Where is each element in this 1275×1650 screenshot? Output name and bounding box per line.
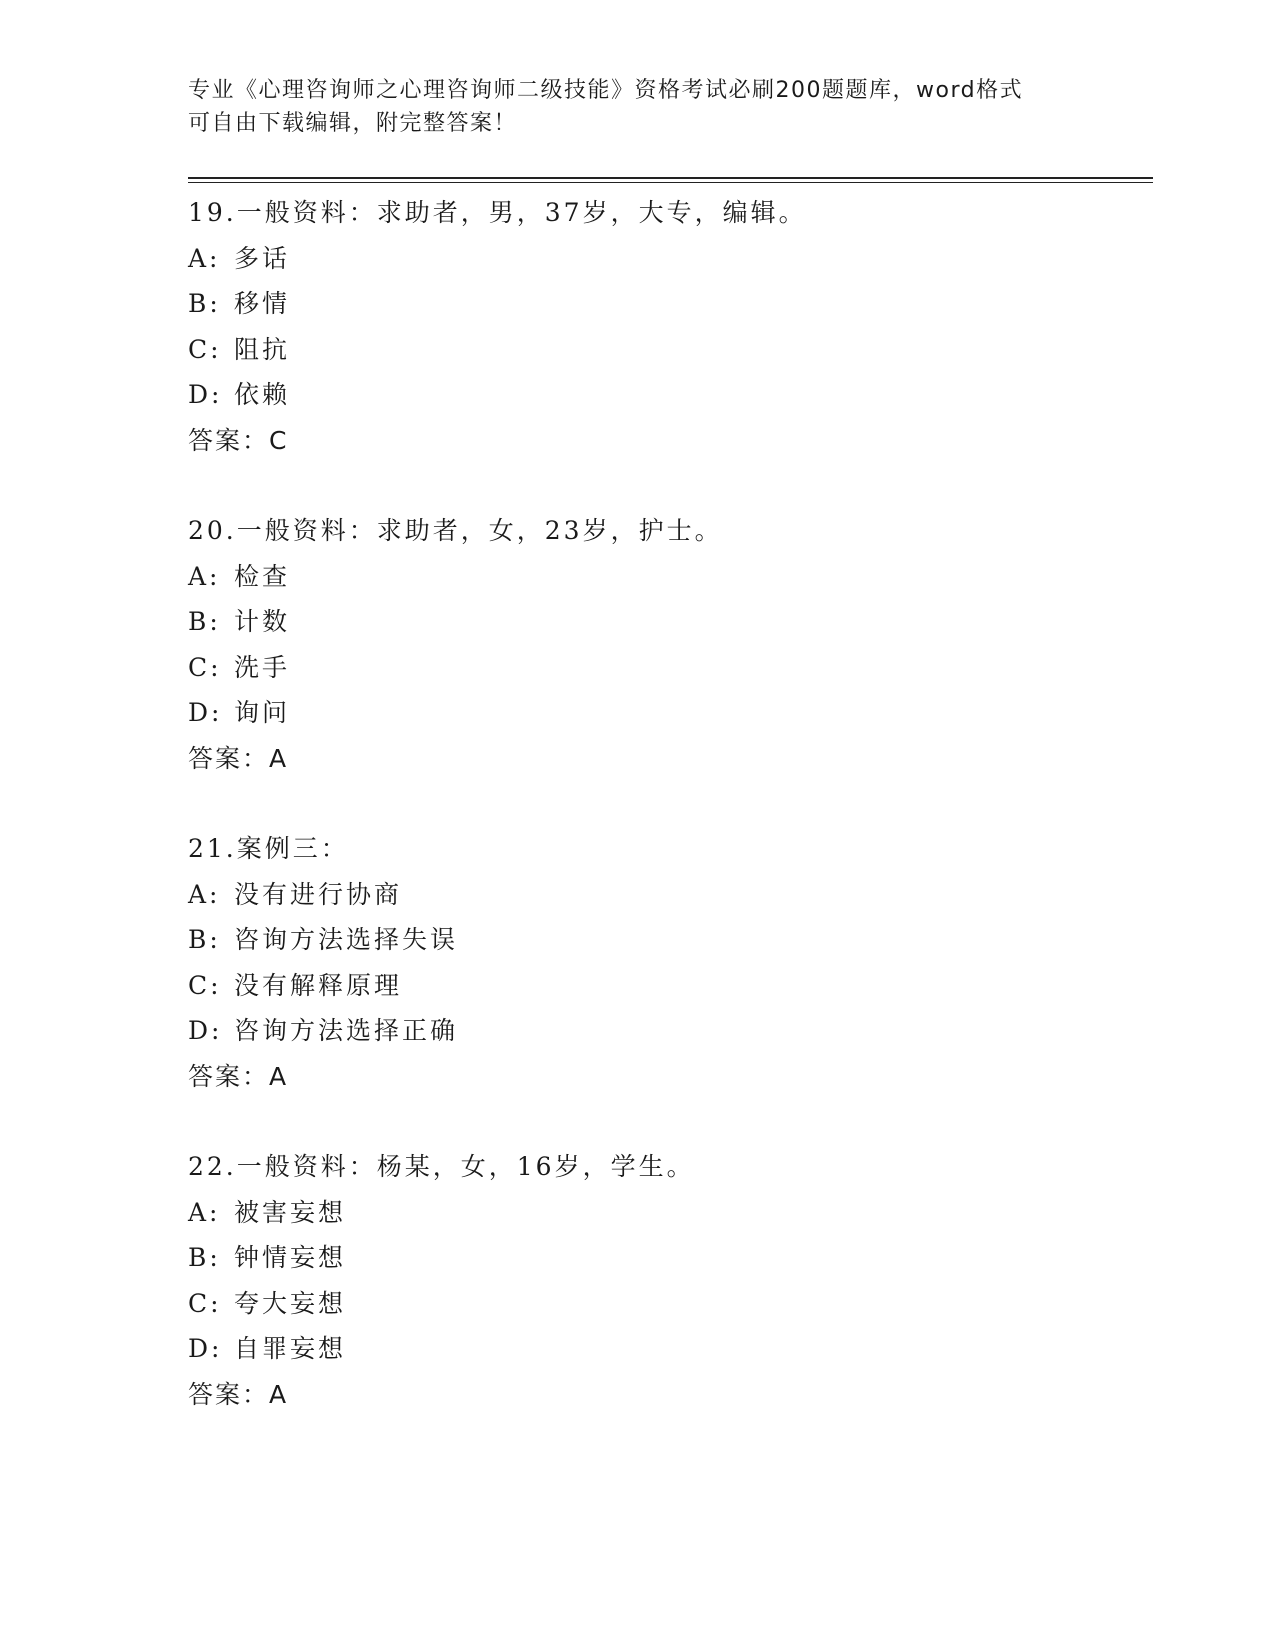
question-block — [188, 190, 1148, 508]
option-c — [188, 963, 1148, 1009]
option-d — [188, 690, 1148, 736]
option-letter: D: — [188, 698, 223, 727]
option-letter: B: — [188, 1243, 221, 1272]
option-letter: C: — [188, 652, 222, 682]
question-stem: 22.一般资料：杨某，女，16岁，学生。 — [188, 1152, 695, 1181]
question-list — [188, 190, 1148, 1462]
option-a — [188, 1190, 1148, 1236]
option-a — [188, 872, 1148, 918]
option-b — [188, 599, 1148, 645]
option-text: 被害妄想 — [234, 1197, 347, 1227]
header-divider-thin — [188, 182, 1153, 183]
option-text: 询问 — [234, 698, 291, 727]
option-text: 检查 — [234, 561, 291, 591]
option-text: 自罪妄想 — [234, 1334, 347, 1363]
option-text: 咨询方法选择正确 — [234, 1016, 459, 1045]
header-line-1: 专业《心理咨询师之心理咨询师二级技能》资格考试必刷200题题库，word格式 — [188, 78, 1024, 103]
option-letter: A: — [188, 243, 221, 273]
option-letter: C: — [188, 970, 222, 1000]
question-block — [188, 826, 1148, 1144]
option-text: 阻抗 — [234, 334, 291, 364]
question-stem: 19.一般资料：求助者，男，37岁，大专，编辑。 — [188, 198, 807, 227]
option-letter: B: — [188, 289, 221, 318]
option-letter: A: — [188, 1197, 221, 1227]
option-text: 没有解释原理 — [234, 970, 403, 1000]
option-letter: D: — [188, 1334, 223, 1363]
option-a — [188, 554, 1148, 600]
option-d — [188, 372, 1148, 418]
header-line-2: 可自由下载编辑，附完整答案！ — [188, 111, 518, 136]
option-d — [188, 1008, 1148, 1054]
option-text: 没有进行协商 — [234, 879, 403, 909]
question-stem: 21.案例三： — [188, 834, 349, 863]
option-c — [188, 327, 1148, 373]
option-letter: A: — [188, 879, 221, 909]
option-text: 多话 — [234, 243, 291, 273]
option-letter: B: — [188, 925, 221, 954]
option-b — [188, 917, 1148, 963]
option-d — [188, 1326, 1148, 1372]
option-letter: C: — [188, 1288, 222, 1318]
option-c — [188, 645, 1148, 691]
option-c — [188, 1281, 1148, 1327]
question-block — [188, 508, 1148, 826]
answer-line: 答案：A — [188, 743, 289, 773]
option-text: 依赖 — [234, 380, 291, 409]
option-a — [188, 236, 1148, 282]
answer-line: 答案：C — [188, 425, 289, 455]
question-stem: 20.一般资料：求助者，女，23岁，护士。 — [188, 516, 723, 545]
option-letter: D: — [188, 1016, 223, 1045]
document-header — [188, 74, 1088, 140]
option-text: 计数 — [234, 607, 291, 636]
option-text: 移情 — [234, 289, 291, 318]
answer-line: 答案：A — [188, 1379, 289, 1409]
option-text: 夸大妄想 — [234, 1288, 347, 1318]
question-block — [188, 1144, 1148, 1462]
option-text: 钟情妄想 — [234, 1243, 347, 1272]
option-text: 咨询方法选择失误 — [234, 925, 459, 954]
option-letter: D: — [188, 380, 223, 409]
header-divider-thick — [188, 177, 1153, 179]
option-b — [188, 281, 1148, 327]
option-letter: B: — [188, 607, 221, 636]
option-b — [188, 1235, 1148, 1281]
option-letter: A: — [188, 561, 221, 591]
option-text: 洗手 — [234, 652, 291, 682]
answer-line: 答案：A — [188, 1061, 289, 1091]
option-letter: C: — [188, 334, 222, 364]
